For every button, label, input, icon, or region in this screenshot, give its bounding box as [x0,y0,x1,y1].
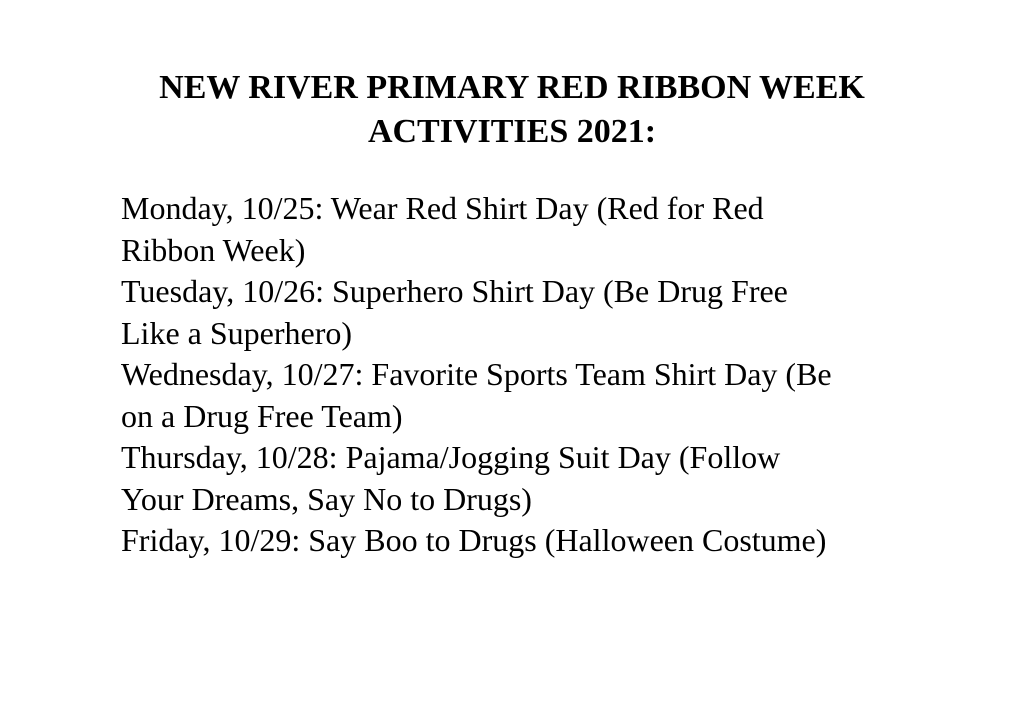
activity-thursday-text: Thursday, 10/28: Pajama/Jogging Suit Day (Follow [121,439,781,475]
activity-tuesday-text: Tuesday, 10/26: Superhero Shirt Day (Be Drug Free [121,273,788,309]
activity-tuesday [121,271,921,354]
activity-wednesday [121,354,921,437]
activity-monday-text-cont: Ribbon Week) [121,231,306,268]
activities-list [121,188,921,562]
activity-wednesday-text: Wednesday, 10/27: Favorite Sports Team Shirt Day (Be [121,356,832,392]
activity-wednesday-text-cont: on a Drug Free Team) [121,397,403,434]
title-line-1: NEW RIVER PRIMARY RED RIBBON WEEK [159,69,865,106]
activity-thursday [121,437,921,520]
document-title [0,66,1024,154]
activity-tuesday-text-cont: Like a Superhero) [121,314,353,351]
activity-friday-text: Friday, 10/29: Say Boo to Drugs (Halloween Costume) [121,522,827,558]
activity-monday [121,188,921,271]
activity-monday-text: Monday, 10/25: Wear Red Shirt Day (Red for Red [121,190,764,226]
activity-friday [121,520,921,562]
title-line-2: ACTIVITIES 2021: [367,113,657,150]
activity-thursday-text-cont: Your Dreams, Say No to Drugs) [121,480,532,517]
